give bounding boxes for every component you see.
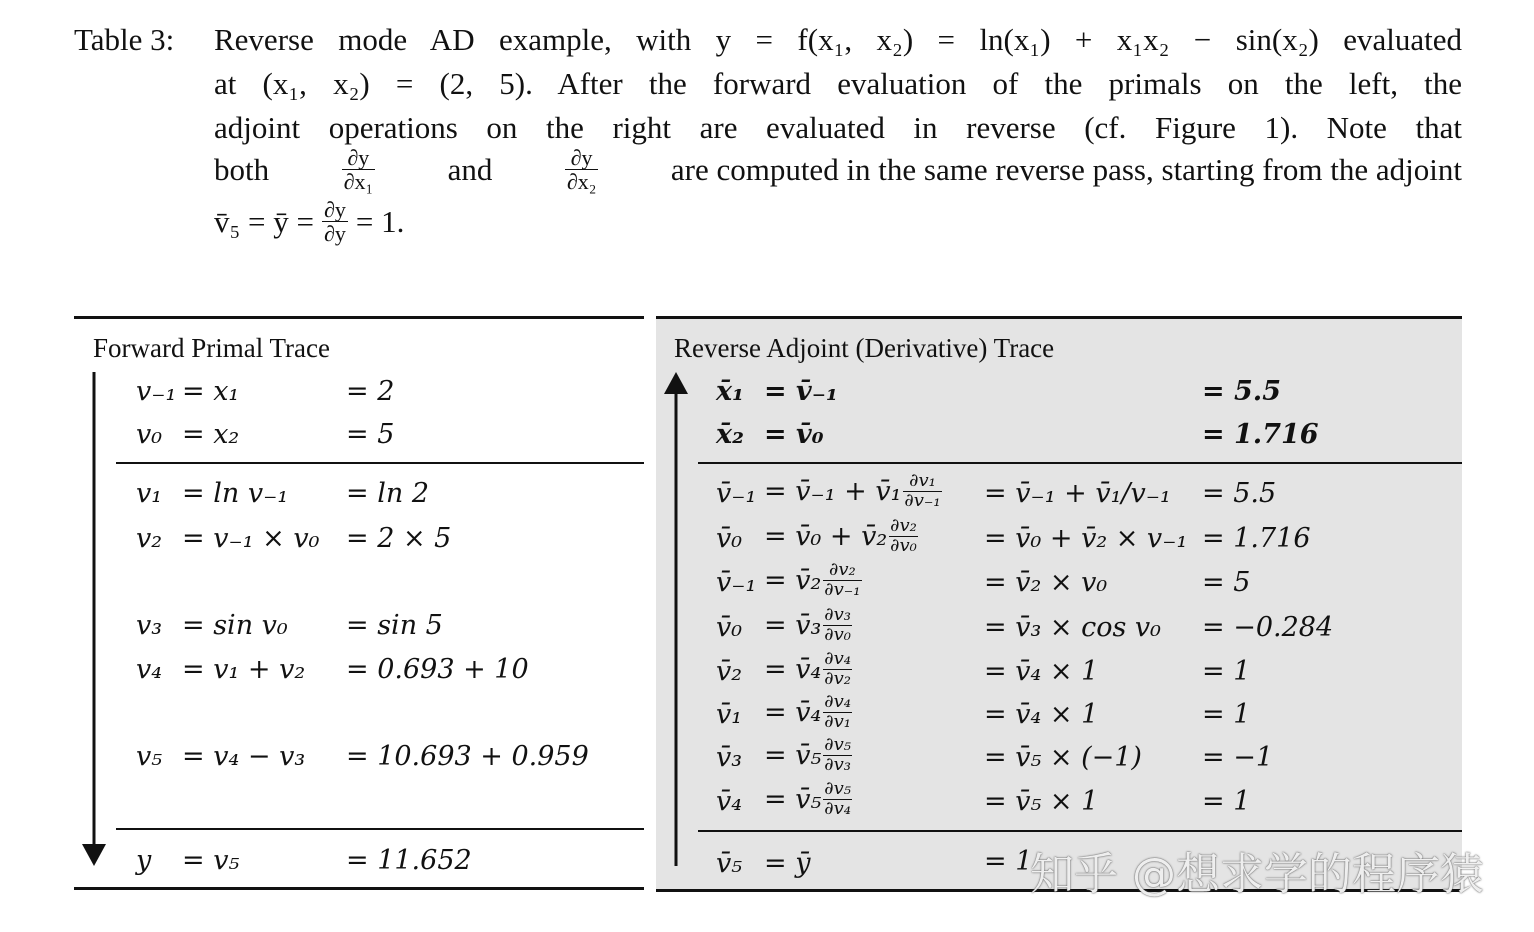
caption-line-1: Reverse mode AD example, with y = f(x₁, x₂) = ln(x₁) + x₁x₂ − sin(x₂) evaluated — [214, 22, 1462, 57]
row-val: = 1 — [984, 846, 1033, 877]
partial-derivative-fraction — [823, 561, 861, 600]
row-mid: = v̄₅ × 1 — [984, 786, 1099, 817]
row-eq-text: = v̄₀ + v̄₂ — [764, 520, 888, 552]
row-mid: = v̄₂ × v₀ — [984, 567, 1108, 598]
row-val: = −1 — [1202, 742, 1274, 773]
partial-derivative-fraction — [823, 780, 852, 819]
fraction-denominator: ∂v₃ — [824, 753, 851, 775]
row-lhs: y — [136, 845, 152, 876]
row-val: = 10.693 + 0.959 — [346, 741, 589, 772]
fraction-denominator: ∂v₂ — [824, 667, 851, 689]
row-eq-text: = v̄₋₁ + v̄₁ — [764, 475, 902, 507]
row-eq: = x₁ — [182, 376, 240, 407]
row-eq-text: = v̄₄ — [764, 696, 822, 728]
row-eq — [764, 606, 852, 645]
fraction-numerator: ∂v₁ — [903, 472, 941, 492]
row-val: = 1.716 — [1202, 419, 1319, 450]
caption-text: both — [214, 151, 270, 187]
row-eq — [764, 650, 852, 689]
row-lhs: v₋₁ — [136, 376, 177, 407]
row-eq-text: = v̄₅ — [764, 783, 822, 815]
row-val: = ln 2 — [346, 478, 429, 509]
row-lhs: v₀ — [136, 419, 163, 450]
row-eq: = ȳ — [764, 848, 811, 879]
fraction-denominator: ∂v₀ — [890, 534, 917, 556]
row-lhs: v̄₃ — [716, 742, 743, 773]
row-eq — [764, 693, 852, 732]
partial-derivative-fraction — [823, 606, 852, 645]
row-eq-text: = v̄₅ — [764, 739, 822, 771]
row-lhs: v̄₋₁ — [716, 567, 757, 598]
row-lhs: v̄₄ — [716, 786, 743, 817]
row-eq: = v₁ + v₂ — [182, 654, 306, 685]
table-caption-label: Table 3: — [74, 22, 175, 57]
partial-y-x2-fraction: $\frac{\partial y}{\text{∂x₂}}$ — [566, 145, 597, 195]
row-eq: = v₄ − v₃ — [182, 741, 306, 772]
fraction-denominator: ∂v₄ — [824, 797, 851, 819]
table-row — [136, 376, 176, 407]
partial-y-x1-fraction: $\frac{\partial y}{\text{∂x₁}}$ — [343, 145, 374, 195]
row-eq — [764, 736, 852, 775]
row-eq: = ln v₋₁ — [182, 478, 289, 509]
row-eq: = v̄₋₁ — [764, 376, 838, 407]
down-arrow-icon — [80, 372, 110, 868]
row-val: = 11.652 — [346, 845, 472, 876]
row-lhs: v₁ — [136, 478, 163, 509]
fraction-numerator: ∂v₃ — [824, 604, 851, 625]
row-lhs: x̄₂ — [716, 419, 744, 450]
caption-text: are computed in the same reverse pass, starting from the adjoint — [670, 151, 1462, 187]
row-mid: = v̄₋₁ + v̄₁/v₋₁ — [984, 478, 1171, 509]
row-lhs: v̄₀ — [716, 612, 743, 643]
row-val: = 5.5 — [1202, 376, 1281, 407]
row-val: = 5 — [1202, 567, 1251, 598]
bottom-rule-left — [74, 887, 644, 890]
fraction-denominator: ∂v₋₁ — [904, 489, 941, 511]
partial-derivative-fraction — [889, 517, 918, 556]
row-lhs: v̄₂ — [716, 656, 743, 687]
row-val: = 2 × 5 — [346, 523, 452, 554]
row-lhs: v₄ — [136, 654, 163, 685]
row-lhs: v̄₁ — [716, 699, 743, 730]
reverse-trace-header: Reverse Adjoint (Derivative) Trace — [674, 333, 1055, 363]
top-rule-right — [656, 316, 1462, 319]
reverse-divider-2 — [698, 830, 1462, 832]
partial-derivative-fraction — [823, 650, 852, 689]
partial-derivative-fraction — [823, 693, 852, 732]
row-val: = sin 5 — [346, 610, 443, 641]
row-lhs: x̄₁ — [716, 376, 744, 407]
caption-text: and — [447, 151, 493, 187]
row-eq: = v̄₀ — [764, 419, 824, 450]
caption-line-4 — [214, 146, 1462, 193]
caption-text: = 1. — [355, 203, 405, 239]
fraction-denominator: ∂v₀ — [824, 623, 851, 645]
forward-trace-header: Forward Primal Trace — [93, 333, 330, 363]
fraction-numerator: ∂v₂ — [823, 561, 861, 581]
watermark: 知乎 @想求学的程序猿 — [1030, 849, 1484, 900]
top-rule-left — [74, 316, 644, 319]
row-val: = 5 — [346, 419, 395, 450]
row-val: = 1 — [1202, 786, 1251, 817]
row-mid: = v̄₅ × (−1) — [984, 742, 1142, 773]
reverse-divider-1 — [698, 462, 1462, 464]
fraction-numerator: ∂v₄ — [824, 691, 851, 712]
caption-line-5 — [214, 198, 1462, 245]
row-eq-text: = v̄₂ — [764, 564, 822, 596]
forward-divider-1 — [116, 462, 644, 464]
row-val: = 1.716 — [1202, 523, 1311, 554]
fraction-numerator: ∂v₅ — [824, 734, 851, 755]
partial-derivative-fraction — [903, 472, 941, 511]
caption-line-2: at (x₁, x₂) = (2, 5). After the forward evaluation of the primals on the left, the — [214, 66, 1462, 101]
row-eq: = v₅ — [182, 845, 240, 876]
partial-derivative-fraction — [823, 736, 852, 775]
fraction-denominator: ∂v₁ — [824, 710, 851, 732]
row-mid: = v̄₄ × 1 — [984, 656, 1099, 687]
row-val: = 1 — [1202, 699, 1251, 730]
fraction-numerator: ∂v₂ — [890, 515, 917, 536]
up-arrow-icon — [662, 372, 692, 868]
row-mid: = v̄₃ × cos v₀ — [984, 612, 1161, 643]
row-lhs: v₅ — [136, 741, 163, 772]
row-lhs: v̄₋₁ — [716, 478, 757, 509]
row-val: = 1 — [1202, 656, 1251, 687]
fraction-numerator: ∂v₅ — [824, 778, 851, 799]
row-eq — [764, 517, 918, 556]
row-val: = 5.5 — [1202, 478, 1277, 509]
row-eq-text: = v̄₄ — [764, 653, 822, 685]
row-eq: = v₋₁ × v₀ — [182, 523, 320, 554]
forward-divider-2 — [116, 828, 644, 830]
caption-text: v̄₅ = ȳ = — [214, 203, 315, 239]
row-eq: = sin v₀ — [182, 610, 288, 641]
row-lhs: v₃ — [136, 610, 163, 641]
row-val: = −0.284 — [1202, 612, 1334, 643]
fraction-numerator: ∂v₄ — [824, 648, 851, 669]
row-eq-text: = v̄₃ — [764, 609, 822, 641]
row-lhs: v₂ — [136, 523, 163, 554]
row-eq: = x₂ — [182, 419, 240, 450]
row-lhs: v̄₅ — [716, 848, 743, 879]
row-val: = 2 — [346, 376, 395, 407]
row-eq — [764, 780, 852, 819]
row-eq — [764, 472, 942, 511]
row-val: = 0.693 + 10 — [346, 654, 529, 685]
row-lhs: v̄₀ — [716, 523, 743, 554]
row-eq — [764, 561, 862, 600]
fraction-denominator: ∂v₋₁ — [824, 578, 861, 600]
row-mid: = v̄₄ × 1 — [984, 699, 1099, 730]
partial-y-y-fraction: $\frac{\partial y}{\partial y}$ — [324, 197, 346, 247]
row-mid: = v̄₀ + v̄₂ × v₋₁ — [984, 523, 1188, 554]
caption-line-3: adjoint operations on the right are evaluated in reverse (cf. Figure 1). Note that — [214, 110, 1462, 145]
